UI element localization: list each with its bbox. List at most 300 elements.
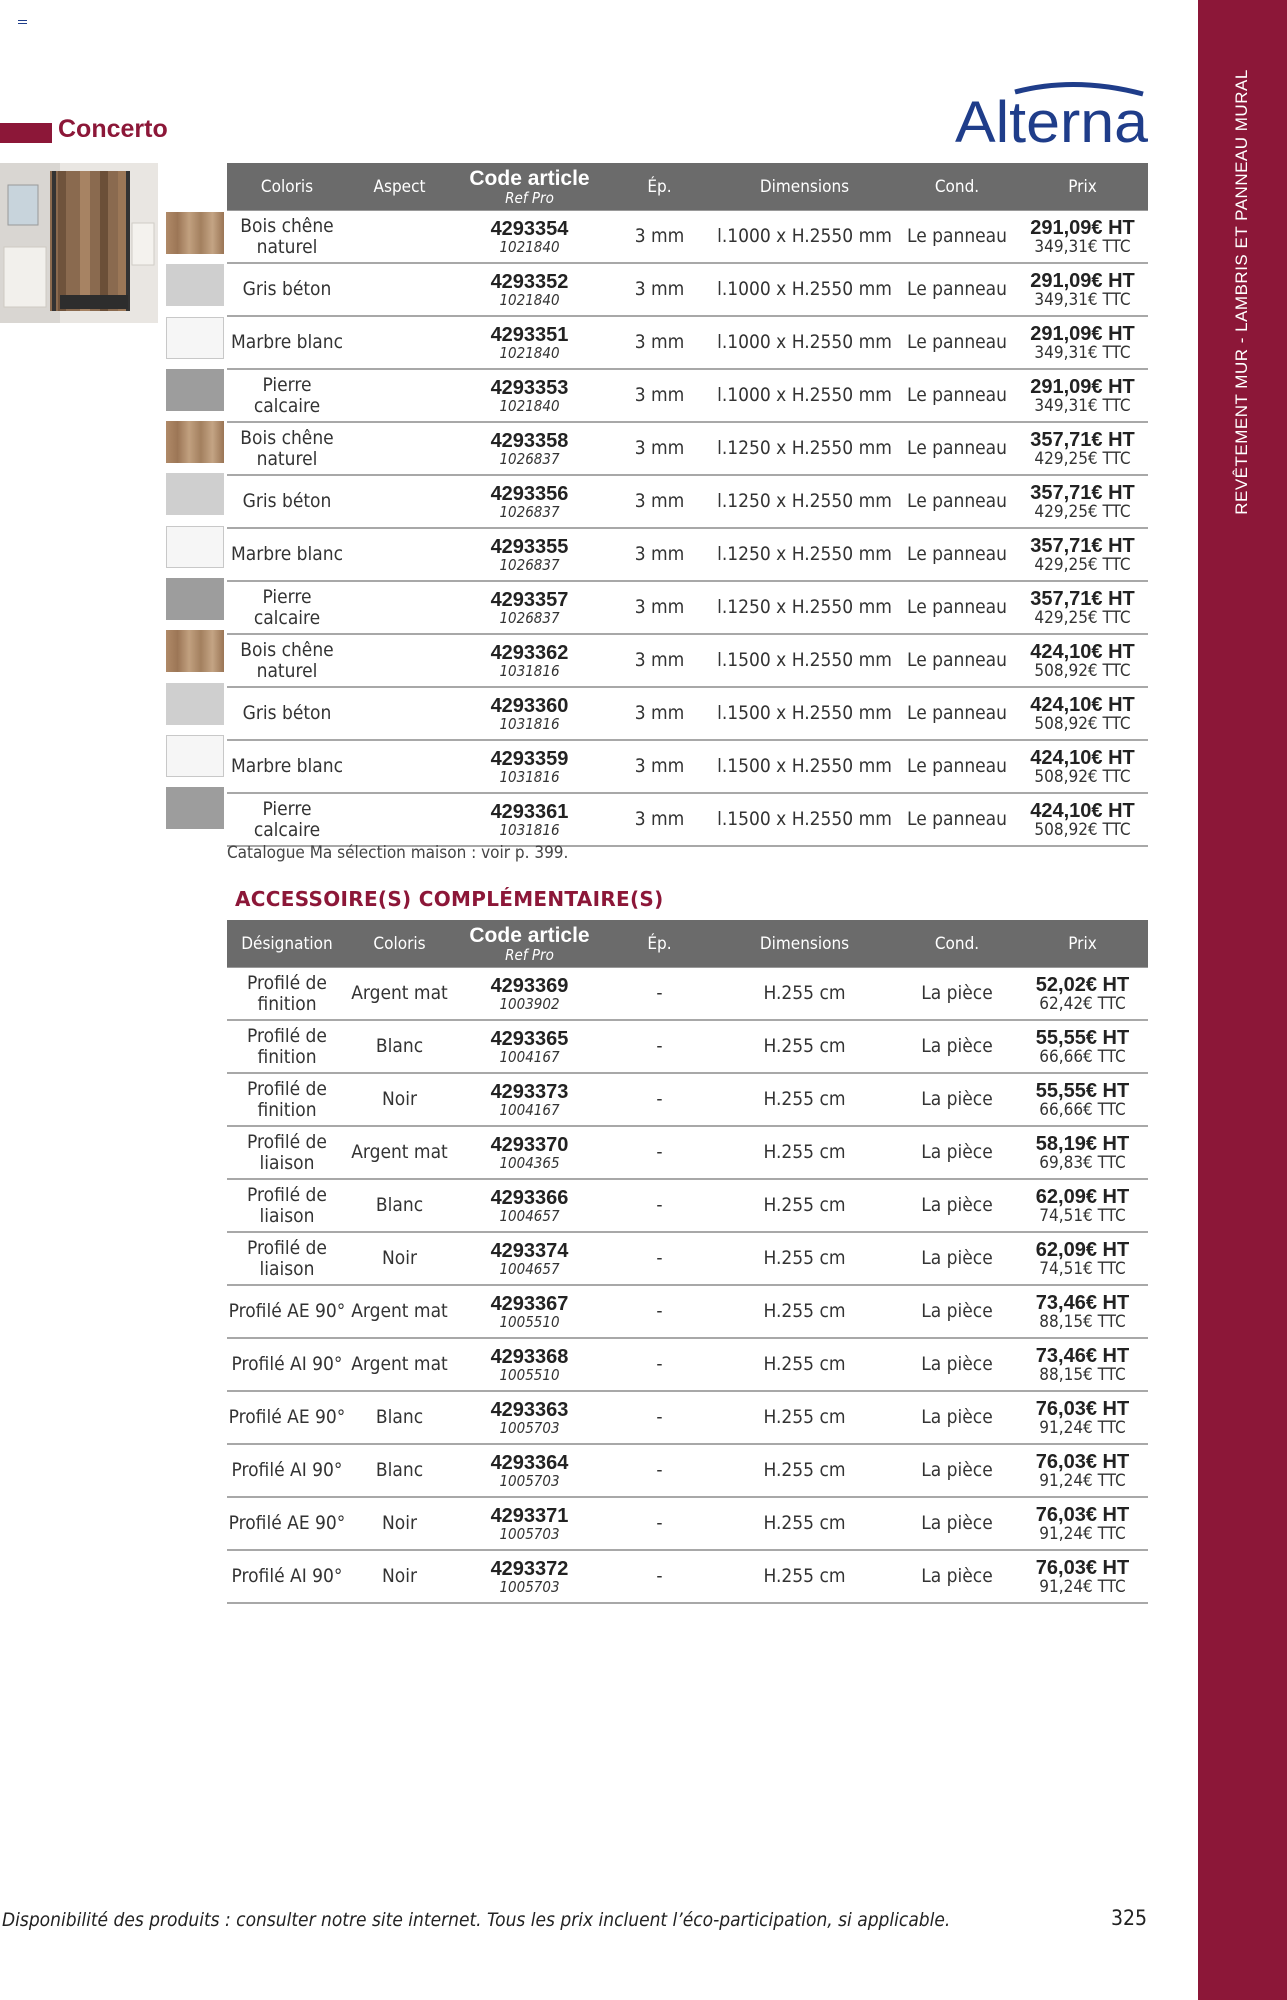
- price-ht: 424,10€ HT: [1030, 746, 1135, 769]
- coloris: Gris béton: [227, 263, 347, 316]
- swatch-gris-beton: [166, 264, 224, 306]
- price-ttc: 349,31€ TTC: [1034, 236, 1131, 257]
- thickness: -: [607, 1232, 712, 1285]
- ref-pro: 1004657: [499, 1259, 560, 1278]
- aspect: [347, 528, 452, 581]
- conditioning: La pièce: [897, 1073, 1017, 1126]
- table-row: [227, 1179, 1148, 1232]
- thickness: 3 mm: [607, 211, 712, 264]
- table-row: [227, 1338, 1148, 1391]
- price-cell: [1017, 1444, 1148, 1497]
- price-ht: 76,03€ HT: [1035, 1556, 1130, 1579]
- price-cell: [1017, 1232, 1148, 1285]
- conditioning: La pièce: [897, 1550, 1017, 1603]
- ref-pro: 1026837: [499, 502, 560, 521]
- coloris: Noir: [347, 1073, 452, 1126]
- price-cell: [1017, 1285, 1148, 1338]
- code-cell: [452, 475, 607, 528]
- ref-pro: 1021840: [499, 343, 560, 362]
- dimensions: H.255 cm: [712, 1232, 897, 1285]
- aspect: [347, 369, 452, 422]
- dimensions: H.255 cm: [712, 1444, 897, 1497]
- col-cond: Cond.: [897, 163, 1017, 211]
- price-cell: [1017, 634, 1148, 687]
- code-cell: [452, 1179, 607, 1232]
- conditioning: La pièce: [897, 1444, 1017, 1497]
- article-code: 4293351: [490, 323, 569, 346]
- dimensions: l.1500 x H.2550 mm: [712, 793, 897, 846]
- price-ttc: 429,25€ TTC: [1034, 554, 1131, 575]
- code-cell: [452, 1550, 607, 1603]
- code-cell: [452, 1391, 607, 1444]
- col-ref-label: Ref Pro: [505, 945, 554, 964]
- price-cell: [1017, 1179, 1148, 1232]
- dimensions: H.255 cm: [712, 968, 897, 1021]
- ref-pro: 1004167: [499, 1100, 560, 1119]
- swatch-gris-beton: [166, 473, 224, 515]
- code-cell: [452, 1232, 607, 1285]
- page-number: 325: [1111, 1906, 1148, 1930]
- price-ttc: 508,92€ TTC: [1034, 819, 1131, 840]
- code-cell: [452, 369, 607, 422]
- conditioning: Le panneau: [897, 793, 1017, 846]
- dimensions: H.255 cm: [712, 1497, 897, 1550]
- price-ht: 291,09€ HT: [1030, 322, 1135, 345]
- table-row: [227, 1073, 1148, 1126]
- col-cond: Cond.: [897, 920, 1017, 968]
- price-ttc: 66,66€ TTC: [1039, 1046, 1126, 1067]
- thickness: 3 mm: [607, 581, 712, 634]
- conditioning: Le panneau: [897, 634, 1017, 687]
- ref-pro: 1003902: [499, 994, 560, 1013]
- thickness: 3 mm: [607, 263, 712, 316]
- col-ep: Ép.: [607, 920, 712, 968]
- article-code: 4293357: [490, 588, 569, 611]
- ref-pro: 1031816: [499, 714, 560, 733]
- price-ht: 73,46€ HT: [1035, 1344, 1130, 1367]
- price-ttc: 66,66€ TTC: [1039, 1099, 1126, 1120]
- table-header: [227, 163, 1148, 211]
- price-cell: [1017, 968, 1148, 1021]
- table-row: [227, 1391, 1148, 1444]
- panels-table: [227, 163, 1148, 847]
- catalogue-note: Catalogue Ma sélection maison : voir p. 399.: [227, 843, 569, 863]
- price-cell: [1017, 1020, 1148, 1073]
- coloris: Bois chêne naturel: [227, 634, 347, 687]
- price-ht: 76,03€ HT: [1035, 1397, 1130, 1420]
- code-cell: [452, 528, 607, 581]
- conditioning: Le panneau: [897, 316, 1017, 369]
- swatch-bois-chene: [166, 212, 224, 254]
- ref-pro: 1026837: [499, 608, 560, 627]
- dimensions: H.255 cm: [712, 1020, 897, 1073]
- designation: Profilé de liaison: [227, 1126, 347, 1179]
- coloris: Argent mat: [347, 968, 452, 1021]
- article-code: 4293359: [490, 747, 569, 770]
- article-code: 4293372: [490, 1557, 569, 1580]
- price-ht: 424,10€ HT: [1030, 693, 1135, 716]
- col-coloris: Coloris: [227, 163, 347, 211]
- price-ht: 424,10€ HT: [1030, 640, 1135, 663]
- article-code: 4293355: [490, 535, 569, 558]
- dimensions: l.1500 x H.2550 mm: [712, 634, 897, 687]
- alterna-logo: [955, 80, 1150, 150]
- dimensions: H.255 cm: [712, 1073, 897, 1126]
- conditioning: La pièce: [897, 1232, 1017, 1285]
- thickness: 3 mm: [607, 422, 712, 475]
- swatch-column: [166, 212, 224, 840]
- conditioning: La pièce: [897, 1338, 1017, 1391]
- code-cell: [452, 1073, 607, 1126]
- price-ht: 58,19€ HT: [1035, 1132, 1130, 1155]
- code-cell: [452, 316, 607, 369]
- thickness: -: [607, 968, 712, 1021]
- coloris: Noir: [347, 1232, 452, 1285]
- coloris: Marbre blanc: [227, 740, 347, 793]
- price-ht: 73,46€ HT: [1035, 1291, 1130, 1314]
- coloris: Pierre calcaire: [227, 581, 347, 634]
- dimensions: l.1500 x H.2550 mm: [712, 740, 897, 793]
- aspect: [347, 422, 452, 475]
- article-code: 4293369: [490, 974, 569, 997]
- dimensions: H.255 cm: [712, 1179, 897, 1232]
- table-row: [227, 422, 1148, 475]
- thickness: -: [607, 1444, 712, 1497]
- aspect: [347, 634, 452, 687]
- thickness: -: [607, 1179, 712, 1232]
- price-cell: [1017, 1497, 1148, 1550]
- aspect: [347, 740, 452, 793]
- article-code: 4293361: [490, 800, 569, 823]
- swatch-pierre-calcaire: [166, 578, 224, 620]
- price-ht: 357,71€ HT: [1030, 481, 1135, 504]
- table-row: [227, 634, 1148, 687]
- ref-pro: 1005703: [499, 1471, 560, 1490]
- designation: Profilé de finition: [227, 1073, 347, 1126]
- price-ht: 291,09€ HT: [1030, 375, 1135, 398]
- dimensions: H.255 cm: [712, 1126, 897, 1179]
- coloris: Bois chêne naturel: [227, 422, 347, 475]
- dimensions: H.255 cm: [712, 1391, 897, 1444]
- price-ht: 357,71€ HT: [1030, 428, 1135, 451]
- table-row: [227, 1232, 1148, 1285]
- section-marker: [0, 123, 52, 143]
- table-row: [227, 1285, 1148, 1338]
- swatch-pierre-calcaire: [166, 369, 224, 411]
- price-cell: [1017, 369, 1148, 422]
- dimensions: l.1000 x H.2550 mm: [712, 369, 897, 422]
- article-code: 4293364: [490, 1451, 569, 1474]
- price-cell: [1017, 1391, 1148, 1444]
- bathroom-photo: [0, 163, 158, 323]
- ref-pro: 1004365: [499, 1153, 560, 1172]
- conditioning: Le panneau: [897, 211, 1017, 264]
- table-row: [227, 211, 1148, 264]
- col-prix: Prix: [1017, 920, 1148, 968]
- code-cell: [452, 968, 607, 1021]
- code-cell: [452, 1285, 607, 1338]
- ref-pro: 1005703: [499, 1577, 560, 1596]
- table-row: [227, 793, 1148, 846]
- price-ttc: 429,25€ TTC: [1034, 448, 1131, 469]
- price-ht: 357,71€ HT: [1030, 534, 1135, 557]
- coloris: Pierre calcaire: [227, 369, 347, 422]
- coloris: Gris béton: [227, 687, 347, 740]
- code-cell: [452, 1497, 607, 1550]
- price-cell: [1017, 263, 1148, 316]
- code-cell: [452, 263, 607, 316]
- coloris: Marbre blanc: [227, 528, 347, 581]
- table-row: [227, 740, 1148, 793]
- price-ttc: 349,31€ TTC: [1034, 395, 1131, 416]
- article-code: 4293365: [490, 1027, 569, 1050]
- code-cell: [452, 1020, 607, 1073]
- col-coloris: Coloris: [347, 920, 452, 968]
- price-ttc: 91,24€ TTC: [1039, 1470, 1126, 1491]
- accessories-table: [227, 920, 1148, 1604]
- ref-pro: 1005703: [499, 1524, 560, 1543]
- thickness: 3 mm: [607, 740, 712, 793]
- price-cell: [1017, 1338, 1148, 1391]
- coloris: Argent mat: [347, 1338, 452, 1391]
- conditioning: La pièce: [897, 1126, 1017, 1179]
- table-header: [227, 920, 1148, 968]
- price-cell: [1017, 1126, 1148, 1179]
- table-row: [227, 968, 1148, 1021]
- article-code: 4293371: [490, 1504, 569, 1527]
- price-cell: [1017, 211, 1148, 264]
- price-ttc: 349,31€ TTC: [1034, 289, 1131, 310]
- designation: Profilé AI 90°: [227, 1550, 347, 1603]
- code-cell: [452, 634, 607, 687]
- article-code: 4293366: [490, 1186, 569, 1209]
- ref-pro: 1031816: [499, 767, 560, 786]
- ref-pro: 1005703: [499, 1418, 560, 1437]
- price-ttc: 429,25€ TTC: [1034, 501, 1131, 522]
- col-dimensions: Dimensions: [712, 920, 897, 968]
- article-code: 4293370: [490, 1133, 569, 1156]
- coloris: Bois chêne naturel: [227, 211, 347, 264]
- conditioning: La pièce: [897, 968, 1017, 1021]
- designation: Profilé AE 90°: [227, 1391, 347, 1444]
- conditioning: Le panneau: [897, 422, 1017, 475]
- table-row: [227, 1020, 1148, 1073]
- code-cell: [452, 740, 607, 793]
- conditioning: Le panneau: [897, 740, 1017, 793]
- dimensions: l.1000 x H.2550 mm: [712, 211, 897, 264]
- table-row: [227, 263, 1148, 316]
- swatch-bois-chene: [166, 421, 224, 463]
- footer-note: Disponibilité des produits : consulter notre site internet. Tous les prix incluent l’éco-participation, si applicable.: [2, 1909, 951, 1931]
- article-code: 4293368: [490, 1345, 569, 1368]
- dimensions: H.255 cm: [712, 1285, 897, 1338]
- thickness: -: [607, 1126, 712, 1179]
- ref-pro: 1031816: [499, 820, 560, 839]
- thickness: 3 mm: [607, 793, 712, 846]
- conditioning: La pièce: [897, 1179, 1017, 1232]
- col-dimensions: Dimensions: [712, 163, 897, 211]
- col-code-label: Code article: [469, 923, 590, 947]
- ref-pro: 1004167: [499, 1047, 560, 1066]
- price-cell: [1017, 1073, 1148, 1126]
- menu-icon[interactable]: [18, 20, 27, 27]
- price-ht: 424,10€ HT: [1030, 799, 1135, 822]
- price-cell: [1017, 422, 1148, 475]
- designation: Profilé de finition: [227, 1020, 347, 1073]
- table-row: [227, 475, 1148, 528]
- thickness: -: [607, 1391, 712, 1444]
- ref-pro: 1031816: [499, 661, 560, 680]
- swatch-marbre-blanc: [166, 735, 224, 777]
- dimensions: l.1000 x H.2550 mm: [712, 316, 897, 369]
- thickness: -: [607, 1338, 712, 1391]
- price-ttc: 91,24€ TTC: [1039, 1417, 1126, 1438]
- conditioning: Le panneau: [897, 528, 1017, 581]
- price-ttc: 91,24€ TTC: [1039, 1523, 1126, 1544]
- article-code: 4293356: [490, 482, 569, 505]
- price-ttc: 88,15€ TTC: [1039, 1364, 1126, 1385]
- thickness: 3 mm: [607, 687, 712, 740]
- table-row: [227, 581, 1148, 634]
- price-ttc: 349,31€ TTC: [1034, 342, 1131, 363]
- dimensions: l.1250 x H.2550 mm: [712, 422, 897, 475]
- price-ht: 357,71€ HT: [1030, 587, 1135, 610]
- article-code: 4293353: [490, 376, 569, 399]
- price-ttc: 91,24€ TTC: [1039, 1576, 1126, 1597]
- ref-pro: 1004657: [499, 1206, 560, 1225]
- aspect: [347, 581, 452, 634]
- conditioning: La pièce: [897, 1285, 1017, 1338]
- col-ep: Ép.: [607, 163, 712, 211]
- price-ht: 55,55€ HT: [1035, 1079, 1130, 1102]
- price-cell: [1017, 793, 1148, 846]
- col-code: [452, 920, 607, 968]
- aspect: [347, 475, 452, 528]
- designation: Profilé AI 90°: [227, 1338, 347, 1391]
- aspect: [347, 263, 452, 316]
- ref-pro: 1021840: [499, 396, 560, 415]
- price-ht: 291,09€ HT: [1030, 269, 1135, 292]
- ref-pro: 1005510: [499, 1312, 560, 1331]
- conditioning: La pièce: [897, 1497, 1017, 1550]
- code-cell: [452, 1126, 607, 1179]
- swatch-pierre-calcaire: [166, 787, 224, 829]
- thickness: 3 mm: [607, 475, 712, 528]
- col-code: [452, 163, 607, 211]
- coloris: Argent mat: [347, 1285, 452, 1338]
- swatch-marbre-blanc: [166, 317, 224, 359]
- price-ttc: 508,92€ TTC: [1034, 660, 1131, 681]
- col-code-label: Code article: [469, 166, 590, 190]
- thickness: 3 mm: [607, 369, 712, 422]
- conditioning: Le panneau: [897, 263, 1017, 316]
- thickness: 3 mm: [607, 528, 712, 581]
- price-ht: 76,03€ HT: [1035, 1503, 1130, 1526]
- price-cell: [1017, 475, 1148, 528]
- price-cell: [1017, 316, 1148, 369]
- article-code: 4293374: [490, 1239, 569, 1262]
- article-code: 4293367: [490, 1292, 569, 1315]
- brand-name: Alterna: [955, 90, 1149, 150]
- table-row: [227, 316, 1148, 369]
- dimensions: l.1250 x H.2550 mm: [712, 475, 897, 528]
- swatch-gris-beton: [166, 683, 224, 725]
- article-code: 4293352: [490, 270, 569, 293]
- article-code: 4293362: [490, 641, 569, 664]
- code-cell: [452, 1338, 607, 1391]
- thickness: -: [607, 1285, 712, 1338]
- col-designation: Désignation: [227, 920, 347, 968]
- price-ht: 52,02€ HT: [1035, 973, 1130, 996]
- ref-pro: 1005510: [499, 1365, 560, 1384]
- price-ht: 62,09€ HT: [1035, 1238, 1130, 1261]
- price-ht: 291,09€ HT: [1030, 216, 1135, 239]
- price-cell: [1017, 687, 1148, 740]
- sidebar-label: REVÊTEMENT MUR - LAMBRIS ET PANNEAU MURAL: [1232, 69, 1251, 515]
- designation: Profilé AI 90°: [227, 1444, 347, 1497]
- thickness: -: [607, 1497, 712, 1550]
- thickness: -: [607, 1550, 712, 1603]
- dimensions: l.1000 x H.2550 mm: [712, 263, 897, 316]
- designation: Profilé de finition: [227, 968, 347, 1021]
- dimensions: l.1250 x H.2550 mm: [712, 528, 897, 581]
- article-code: 4293373: [490, 1080, 569, 1103]
- table-row: [227, 369, 1148, 422]
- coloris: Blanc: [347, 1179, 452, 1232]
- dimensions: l.1250 x H.2550 mm: [712, 581, 897, 634]
- dimensions: H.255 cm: [712, 1550, 897, 1603]
- coloris: Noir: [347, 1550, 452, 1603]
- swatch-bois-chene: [166, 630, 224, 672]
- conditioning: Le panneau: [897, 687, 1017, 740]
- swatch-marbre-blanc: [166, 526, 224, 568]
- price-ht: 55,55€ HT: [1035, 1026, 1130, 1049]
- coloris: Blanc: [347, 1391, 452, 1444]
- table-row: [227, 528, 1148, 581]
- price-ht: 62,09€ HT: [1035, 1185, 1130, 1208]
- coloris: Pierre calcaire: [227, 793, 347, 846]
- ref-pro: 1021840: [499, 237, 560, 256]
- price-ttc: 508,92€ TTC: [1034, 713, 1131, 734]
- table-row: [227, 1497, 1148, 1550]
- article-code: 4293358: [490, 429, 569, 452]
- price-ttc: 74,51€ TTC: [1039, 1205, 1126, 1226]
- price-cell: [1017, 740, 1148, 793]
- thickness: -: [607, 1073, 712, 1126]
- article-code: 4293363: [490, 1398, 569, 1421]
- conditioning: Le panneau: [897, 581, 1017, 634]
- price-ht: 76,03€ HT: [1035, 1450, 1130, 1473]
- aspect: [347, 687, 452, 740]
- price-ttc: 88,15€ TTC: [1039, 1311, 1126, 1332]
- price-ttc: 508,92€ TTC: [1034, 766, 1131, 787]
- designation: Profilé AE 90°: [227, 1497, 347, 1550]
- code-cell: [452, 211, 607, 264]
- coloris: Gris béton: [227, 475, 347, 528]
- section-title: Concerto: [58, 115, 168, 143]
- dimensions: H.255 cm: [712, 1338, 897, 1391]
- coloris: Marbre blanc: [227, 316, 347, 369]
- designation: Profilé de liaison: [227, 1179, 347, 1232]
- conditioning: La pièce: [897, 1391, 1017, 1444]
- coloris: Blanc: [347, 1444, 452, 1497]
- col-ref-label: Ref Pro: [505, 188, 554, 207]
- code-cell: [452, 422, 607, 475]
- aspect: [347, 793, 452, 846]
- ref-pro: 1026837: [499, 449, 560, 468]
- aspect: [347, 316, 452, 369]
- thickness: 3 mm: [607, 316, 712, 369]
